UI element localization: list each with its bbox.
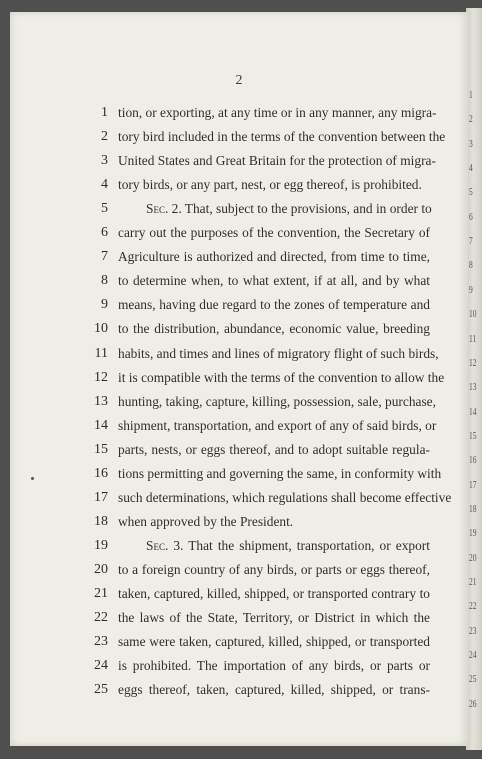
line-number: 2 [101, 129, 108, 145]
text-line [10, 222, 430, 244]
text-line [10, 655, 430, 677]
line-text: tions permitting and governing the same, in conformity with [118, 465, 442, 481]
line-text [118, 201, 430, 217]
underlying-line-number: 5 [469, 187, 473, 199]
underlying-line-number: 10 [469, 309, 477, 321]
line-number: 11 [94, 345, 108, 361]
underlying-line-number: 15 [469, 430, 477, 442]
underlying-line-number: 17 [469, 479, 477, 491]
page-number: 2 [235, 73, 243, 88]
text-line [10, 126, 446, 148]
line-number: 4 [101, 177, 108, 193]
underlying-line-number: 23 [469, 625, 477, 637]
underlying-line-number: 6 [469, 211, 473, 223]
text-line [10, 174, 430, 196]
line-text: the laws of the State, Territory, or District in which the [118, 610, 430, 626]
underlying-line-number: 22 [469, 601, 477, 613]
underlying-line-number: 13 [469, 382, 477, 394]
text-line [10, 463, 442, 485]
underlying-line-number: 9 [469, 284, 473, 296]
line-number: 15 [94, 441, 108, 457]
text-line [10, 535, 430, 557]
line-number: 23 [94, 634, 108, 650]
section-text: That, subject to the provisions, and in order to [181, 201, 432, 217]
underlying-line-number: 1 [469, 90, 473, 101]
text-line [10, 631, 430, 653]
underlying-line-number: 3 [469, 138, 473, 150]
text-line [10, 391, 436, 413]
line-number: 6 [101, 225, 108, 241]
line-number: 9 [101, 297, 108, 313]
line-text: tory birds, or any part, nest, or egg thereof, is prohibited. [118, 177, 422, 193]
line-text: such determinations, which regulations shall become effective [118, 489, 452, 505]
underlying-line-number: 2 [469, 114, 473, 126]
line-number: 12 [94, 369, 108, 385]
line-text: means, having due regard to the zones of temperature and [118, 297, 430, 313]
text-line [10, 607, 430, 629]
underlying-line-number: 25 [469, 674, 477, 686]
line-text: carry out the purposes of the convention, the Secretary of [118, 225, 430, 241]
line-text: United States and Great Britain for the protection of migra- [118, 153, 436, 169]
underlying-line-number: 19 [469, 528, 477, 540]
line-text: is prohibited. The importation of any birds, or parts or [118, 658, 430, 674]
line-text: to the distribution, abundance, economic value, breeding [118, 321, 430, 337]
underlying-line-number: 12 [469, 357, 477, 369]
line-number: 7 [101, 249, 108, 265]
text-line [10, 343, 439, 365]
text-line [10, 439, 430, 461]
text-line [10, 511, 430, 533]
line-number: 21 [94, 586, 108, 601]
underlying-page-edge [466, 8, 482, 750]
text-line [10, 679, 430, 701]
line-text: to a foreign country of any birds, or parts or eggs thereof, [118, 561, 430, 577]
line-text: hunting, taking, capture, killing, possession, sale, purchase, [118, 393, 436, 409]
underlying-line-number: 11 [469, 333, 477, 345]
underlying-line-number: 14 [469, 406, 477, 418]
text-line [10, 294, 430, 316]
underlying-line-number: 20 [469, 552, 477, 564]
line-text: tory bird included in the terms of the convention between the [118, 129, 446, 145]
text-line [10, 318, 430, 340]
line-number: 5 [101, 201, 108, 217]
underlying-line-number: 7 [469, 236, 473, 248]
line-number: 25 [94, 682, 108, 698]
underlying-line-number: 26 [469, 698, 477, 710]
text-line [10, 583, 430, 605]
text-line [10, 559, 430, 581]
underlying-line-number: 8 [469, 260, 473, 272]
line-text: to determine when, to what extent, if at all, and by what [118, 273, 430, 289]
line-number: 19 [94, 537, 108, 553]
text-line [10, 270, 430, 292]
text-line [10, 367, 445, 389]
line-text: Agriculture is authorized and directed, from time to time, [118, 249, 430, 265]
underlying-line-number: 16 [469, 455, 477, 467]
line-text: tion, or exporting, at any time or in any manner, any migra- [118, 105, 437, 120]
line-number: 16 [94, 465, 108, 481]
line-text: parts, nests, or eggs thereof, and to adopt suitable regula- [118, 441, 430, 457]
line-number: 20 [94, 561, 108, 577]
line-text: it is compatible with the terms of the convention to allow the [118, 369, 445, 385]
underlying-line-number: 24 [469, 650, 477, 662]
line-number: 1 [101, 105, 108, 120]
line-number: 14 [94, 417, 108, 433]
text-line [10, 198, 430, 220]
line-text: shipment, transportation, and export of any of said birds, or [118, 417, 437, 433]
line-text: same were taken, captured, killed, shipped, or transported [118, 634, 430, 650]
line-number: 10 [94, 321, 108, 337]
underlying-line-number: 21 [469, 577, 477, 588]
line-number: 24 [94, 658, 108, 674]
ink-speck [31, 477, 34, 480]
section-text: That the shipment, transportation, or export [183, 537, 430, 553]
line-number: 17 [94, 489, 108, 505]
line-text: taken, captured, killed, shipped, or transported contrary to [118, 586, 430, 601]
line-text: eggs thereof, taken, captured, killed, shipped, or trans- [118, 682, 430, 698]
text-line [10, 487, 452, 509]
text-line [10, 150, 436, 172]
underlying-line-number: 4 [469, 163, 473, 175]
line-number: 8 [101, 273, 108, 289]
line-text: when approved by the President. [118, 513, 294, 529]
line-text [118, 538, 430, 554]
text-line [10, 246, 430, 268]
section-heading: Sec. 2. [146, 201, 182, 217]
document-page [10, 12, 468, 746]
line-number: 13 [94, 393, 108, 409]
text-line [10, 102, 437, 124]
text-line [10, 415, 437, 437]
section-heading: Sec. 3. [146, 537, 184, 553]
line-number: 3 [101, 153, 108, 169]
line-number: 18 [94, 513, 108, 529]
line-text: habits, and times and lines of migratory flight of such birds, [118, 345, 439, 361]
underlying-line-number: 18 [469, 503, 477, 515]
line-number: 22 [94, 610, 108, 626]
